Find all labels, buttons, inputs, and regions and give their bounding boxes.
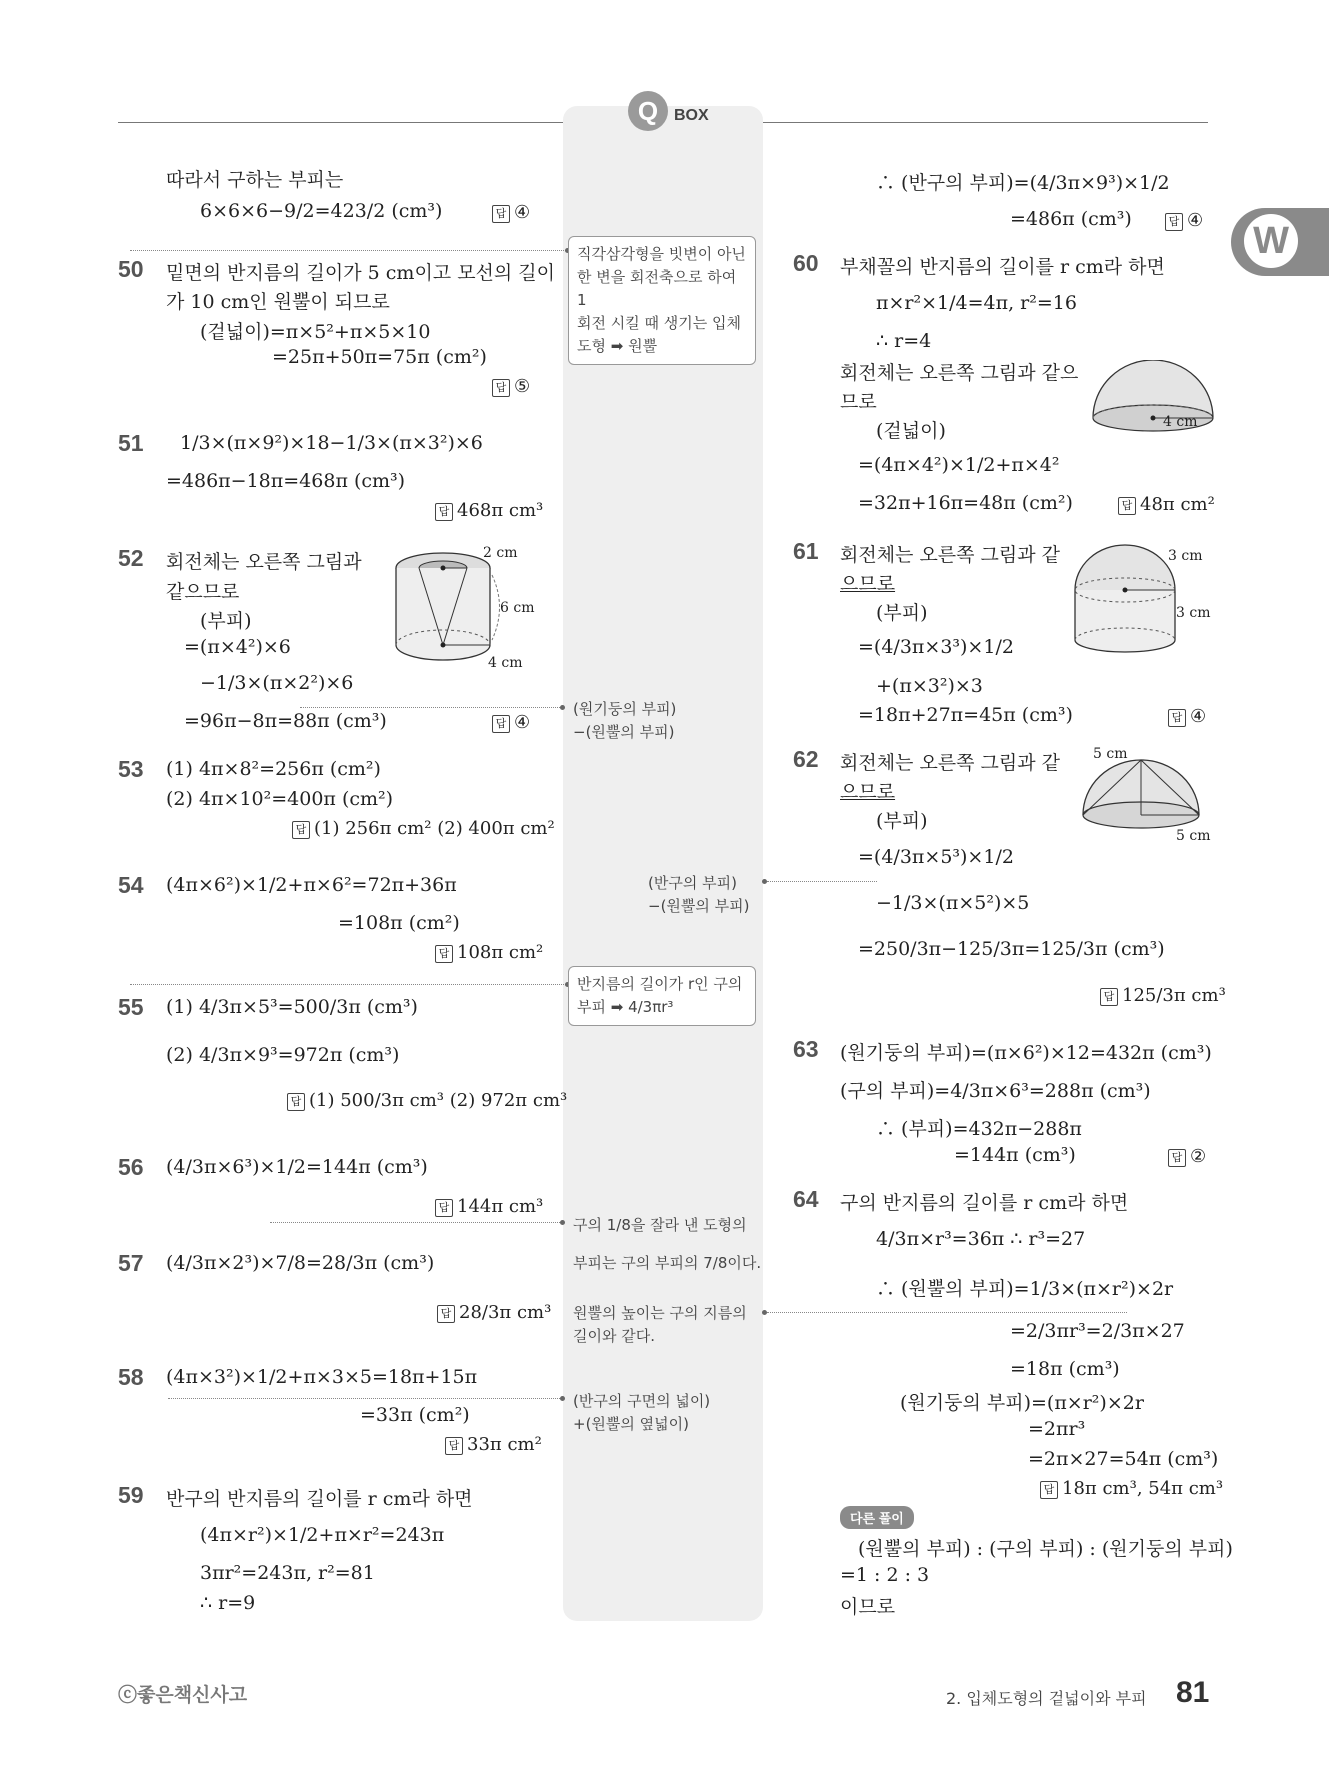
p54-l1: (4π×6²)×1/2+π×6²=72π+36π (166, 874, 457, 896)
p50-l4: =25π+50π=75π (cm²) (272, 346, 487, 368)
p64-l3: ∴ (원뿔의 부피)=1/3×(π×r²)×2r (876, 1278, 1174, 1300)
p63-l1: (원기둥의 부피)=(π×6²)×12=432π (cm³) (840, 1042, 1212, 1064)
p53-answer: 답 (1) 256π cm² (2) 400π cm² (292, 818, 555, 839)
publisher-logo: ⓒ좋은책신사고 (118, 1685, 248, 1706)
p64-l8: =2π×27=54π (cm³) (1028, 1448, 1219, 1470)
p63-answer: 답 ② (1168, 1146, 1206, 1167)
fig62-label-b: 5 cm (1176, 828, 1211, 844)
p64-a1: (원뿔의 부피) : (구의 부피) : (원기둥의 부피) (858, 1538, 1233, 1560)
tip-hemisphere-minus-cone: (반구의 부피) −(원뿔의 부피) (648, 874, 750, 915)
p60-l1: 부채꼴의 반지름의 길이를 r cm라 하면 (840, 256, 1165, 278)
problem-57-number: 57 (118, 1250, 144, 1276)
problem-56-number: 56 (118, 1154, 144, 1180)
hemisphere-cylinder-figure (1070, 540, 1180, 655)
problem-51-number: 51 (118, 430, 144, 456)
p50-answer: 답 ⑤ (492, 376, 530, 397)
fig61-label-a: 3 cm (1168, 548, 1203, 564)
p61-l4: =(4/3π×3³)×1/2 (858, 636, 1014, 658)
p58-l2: =33π (cm²) (360, 1404, 470, 1426)
tip-sphere-eighth: 구의 1/8을 잘라 낸 도형의 부피는 구의 부피의 7/8이다. (573, 1216, 762, 1272)
p51-l1: 1/3×(π×9²)×18−1/3×(π×3²)×6 (180, 432, 483, 454)
p60-l3: ∴ r=4 (876, 330, 932, 352)
p60-answer: 답 48π cm² (1118, 494, 1215, 515)
intro-line1: 따라서 구하는 부피는 (166, 169, 344, 191)
p53-l1: (1) 4π×8²=256π (cm²) (166, 758, 381, 780)
p52-answer: 답 ④ (492, 712, 530, 733)
problem-53-number: 53 (118, 756, 144, 782)
p62-l5: −1/3×(π×5²)×5 (876, 892, 1030, 914)
p63-l2: (구의 부피)=4/3π×6³=288π (cm³) (840, 1080, 1151, 1102)
p63-l3: ∴ (부피)=432π−288π (876, 1118, 1082, 1140)
p60-l8: =32π+16π=48π (cm²) (858, 492, 1073, 514)
r-top-l1: ∴ (반구의 부피)=(4/3π×9³)×1/2 (876, 172, 1170, 194)
tip-cone-height: 원뿔의 높이는 구의 지름의 길이와 같다. (573, 1304, 747, 1345)
p56-answer: 답 144π cm³ (435, 1196, 543, 1217)
problem-50-number: 50 (118, 256, 144, 282)
p61-l3: (부피) (876, 602, 928, 624)
connector-dot (560, 705, 565, 710)
r-top-l2: =486π (cm³) (1010, 208, 1132, 230)
p64-answer: 답 18π cm³, 54π cm³ (1040, 1478, 1223, 1499)
p60-l4: 회전체는 오른쪽 그림과 같으 (840, 362, 1079, 384)
p53-l2: (2) 4π×10²=400π (cm²) (166, 788, 394, 810)
fig52-label-a: 2 cm (483, 545, 518, 561)
p51-l2: =486π−18π=468π (cm³) (166, 470, 406, 492)
problem-60-number: 60 (793, 250, 819, 276)
p64-l1: 구의 반지름의 길이를 r cm라 하면 (840, 1192, 1129, 1214)
tip-cone-rotation: 직각삼각형을 빗변이 아닌 한 변을 회전축으로 하여 1 회전 시킬 때 생기는 입체 도형 ➡ 원뿔 (568, 236, 756, 365)
p52-l1: 회전체는 오른쪽 그림과 (166, 551, 362, 573)
problem-52-number: 52 (118, 545, 144, 571)
p52-l6: =96π−8π=88π (cm³) (184, 710, 387, 732)
p64-l6: (원기둥의 부피)=(π×r²)×2r (900, 1392, 1144, 1414)
problem-54-number: 54 (118, 872, 144, 898)
problem-59-number: 59 (118, 1482, 144, 1508)
p61-l6: =18π+27π=45π (cm³) (858, 704, 1073, 726)
p60-l2: π×r²×1/4=4π, r²=16 (876, 292, 1077, 314)
p52-l2: 같으므로 (166, 581, 240, 603)
connector (270, 1222, 560, 1223)
p54-l2: =108π (cm²) (338, 912, 460, 934)
problem-64-number: 64 (793, 1186, 819, 1212)
connector (767, 1312, 1127, 1313)
p62-l1: 회전체는 오른쪽 그림과 같 (840, 752, 1061, 774)
alt-solution-badge: 다른 풀이 (840, 1506, 914, 1529)
p57-l1: (4/3π×2³)×7/8=28/3π (cm³) (166, 1252, 435, 1274)
p55-l1: (1) 4/3π×5³=500/3π (cm³) (166, 996, 418, 1018)
p64-l7: =2πr³ (1028, 1418, 1086, 1440)
p59-l3: 3πr²=243π, r²=81 (200, 1562, 375, 1584)
intro-answer: 답 ④ (492, 202, 530, 223)
hemisphere-cone-figure (1080, 755, 1205, 835)
p62-answer: 답 125/3π cm³ (1100, 985, 1226, 1006)
p56-l1: (4/3π×6³)×1/2=144π (cm³) (166, 1156, 428, 1178)
p52-l4: =(π×4²)×6 (184, 636, 291, 658)
problem-62-number: 62 (793, 746, 819, 772)
p64-l5: =18π (cm³) (1010, 1358, 1120, 1380)
page-number: 81 (1176, 1676, 1210, 1709)
r-top-answer: 답 ④ (1165, 210, 1203, 231)
problem-58-number: 58 (118, 1364, 144, 1390)
p61-l2: 으므로 (840, 573, 896, 595)
qbox-label: BOX (674, 107, 709, 124)
p50-l3: (겉넓이)=π×5²+π×5×10 (200, 321, 431, 343)
p62-l6: =250/3π−125/3π=125/3π (cm³) (858, 938, 1165, 960)
p54-answer: 답 108π cm² (435, 942, 543, 963)
p62-l3: (부피) (876, 810, 928, 832)
p50-l1: 밑면의 반지름의 길이가 5 cm이고 모선의 길이 (166, 262, 556, 284)
p52-l5: −1/3×(π×2²)×6 (200, 672, 354, 694)
connector (168, 1398, 560, 1399)
p60-l5: 므로 (840, 391, 877, 413)
intro-line2: 6×6×6−9/2=423/2 (cm³) (200, 200, 443, 222)
p57-answer: 답 28/3π cm³ (437, 1302, 551, 1323)
p55-answer: 답 (1) 500/3π cm³ (2) 972π cm³ (287, 1090, 567, 1111)
p60-l6: (겉넓이) (876, 420, 946, 442)
p61-l1: 회전체는 오른쪽 그림과 같 (840, 544, 1061, 566)
p52-l3: (부피) (200, 610, 252, 632)
connector-dot (560, 1396, 565, 1401)
chapter-title: 2. 입체도형의 겉넓이와 부피 (946, 1689, 1147, 1708)
p60-l7: =(4π×4²)×1/2+π×4² (858, 454, 1060, 476)
connector (130, 250, 568, 251)
fig62-label-a: 5 cm (1093, 746, 1128, 762)
hemisphere-figure (1090, 360, 1220, 445)
fig52-label-b: 6 cm (500, 600, 535, 616)
p62-l2: 으므로 (840, 781, 896, 803)
problem-55-number: 55 (118, 994, 144, 1020)
tip-sphere-volume: 반지름의 길이가 r인 구의 부피 ➡ 4/3πr³ (568, 966, 756, 1026)
p64-a2: =1 : 2 : 3 (840, 1564, 930, 1586)
p59-l1: 반구의 반지름의 길이를 r cm라 하면 (166, 1488, 473, 1510)
connector-dot (560, 1220, 565, 1225)
p58-answer: 답 33π cm² (445, 1434, 542, 1455)
tip-cylinder-minus-cone: (원기둥의 부피) −(원뿔의 부피) (573, 700, 677, 741)
side-tab-letter: W (1244, 214, 1298, 268)
p59-l4: ∴ r=9 (200, 1592, 256, 1614)
qbox-badge: Q (628, 91, 668, 131)
connector (300, 707, 560, 708)
problem-63-number: 63 (793, 1036, 819, 1062)
connector (130, 984, 568, 985)
fig60-label: 4 cm (1163, 414, 1198, 430)
p51-answer: 답 468π cm³ (435, 500, 543, 521)
p58-l1: (4π×3²)×1/2+π×3×5=18π+15π (166, 1366, 478, 1388)
problem-61-number: 61 (793, 538, 819, 564)
p63-l4: =144π (cm³) (954, 1144, 1076, 1166)
tip-hemisphere-plus-cone: (반구의 구면의 넓이) +(원뿔의 옆넓이) (573, 1392, 711, 1433)
p64-l4: =2/3πr³=2/3π×27 (1010, 1320, 1185, 1342)
p64-l2: 4/3π×r³=36π ∴ r³=27 (876, 1228, 1086, 1250)
p55-l2: (2) 4/3π×9³=972π (cm³) (166, 1044, 400, 1066)
p59-l2: (4π×r²)×1/2+π×r²=243π (200, 1524, 445, 1546)
p61-l5: +(π×3²)×3 (876, 675, 983, 697)
p64-a3: 이므로 (840, 1596, 896, 1618)
p50-l2: 가 10 cm인 원뿔이 되므로 (166, 291, 390, 313)
connector (767, 881, 877, 882)
fig52-label-c: 4 cm (488, 655, 523, 671)
fig61-label-b: 3 cm (1176, 605, 1211, 621)
p62-l4: =(4/3π×5³)×1/2 (858, 846, 1014, 868)
p61-answer: 답 ④ (1168, 706, 1206, 727)
